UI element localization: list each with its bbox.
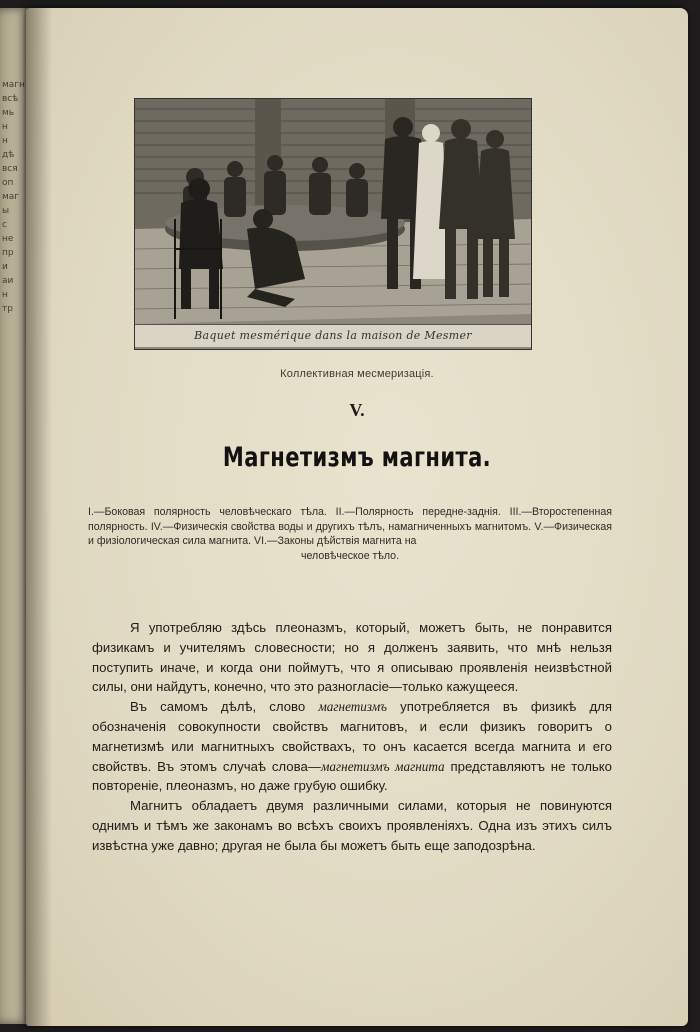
page-gutter-shadow [26, 8, 52, 1026]
chapter-summary [88, 505, 612, 563]
chapter-summary-text: I.—Боковая полярность человѣческаго тѣла. II.—Полярность передне-заднія. III.—Второстепенная полярность. IV.—Физическія свойства воды и другихъ тѣлъ, намагниченныхъ магнитомъ. V.—Физическая и физіологическая сила магнита. VI.—Законы дѣйствія магнита на [88, 506, 612, 547]
chapter-summary-last-line: человѣческое тѣло. [300, 549, 400, 562]
chapter-title: Магнетизмъ магнита. [222, 442, 492, 473]
paragraph-3: Магнитъ обладаетъ двумя различными силами, которыя не повинуются однимъ и тѣмъ же законамъ во всѣхъ своихъ проявленіяхъ. Одна изъ этихъ силъ извѣстна уже давно; другая не была бы можетъ быть еще заподозрѣна. [92, 798, 612, 853]
chapter-number: V. [349, 400, 365, 420]
book-page [26, 8, 688, 1026]
engraving-scene [135, 99, 531, 349]
paragraph-2-emphasis-1: магнетизмъ [318, 699, 387, 715]
engraving-inscription: Baquet mesmérique dans la maison de Mesmer [135, 324, 531, 347]
engraving-illustration [134, 98, 532, 350]
paragraph-1: Я употребляю здѣсь плеоназмъ, который, можетъ быть, не понравится физикамъ и учителямъ словесности; но я долженъ заявить, что мнѣ нельзя поступить иначе, и когда они поймутъ, что я описываю проявленія неизвѣстной силы, они найдутъ, конечно, что это разногласіе—только кажущееся. [92, 620, 612, 695]
paragraph-2-part-a: Въ самомъ дѣлѣ, слово [130, 699, 306, 715]
paragraph-2 [92, 697, 612, 796]
paragraph-2-part-b: употребляется въ физикѣ для обозначенія совокупности свойствъ магнитовъ, и если физикъ говоритъ о магнетизмѣ или магнитныхъ свойствахъ, то онъ касается всегда магнита и его свойствъ. Въ этомъ случаѣ слова— [92, 699, 612, 774]
paragraph-2-part-c: представляютъ не только повтореніе, плеоназмъ, но даже грубую ошибку. [92, 758, 613, 794]
previous-page-text: магн всѣ мь н н дѣ вся оп маг ы с не пр и аи н тр [2, 80, 25, 314]
paragraph-2-emphasis-2: магнетизмъ магнита [321, 758, 445, 774]
body-text [92, 618, 612, 856]
illustration-caption: Коллективная месмеризація. [280, 368, 434, 380]
